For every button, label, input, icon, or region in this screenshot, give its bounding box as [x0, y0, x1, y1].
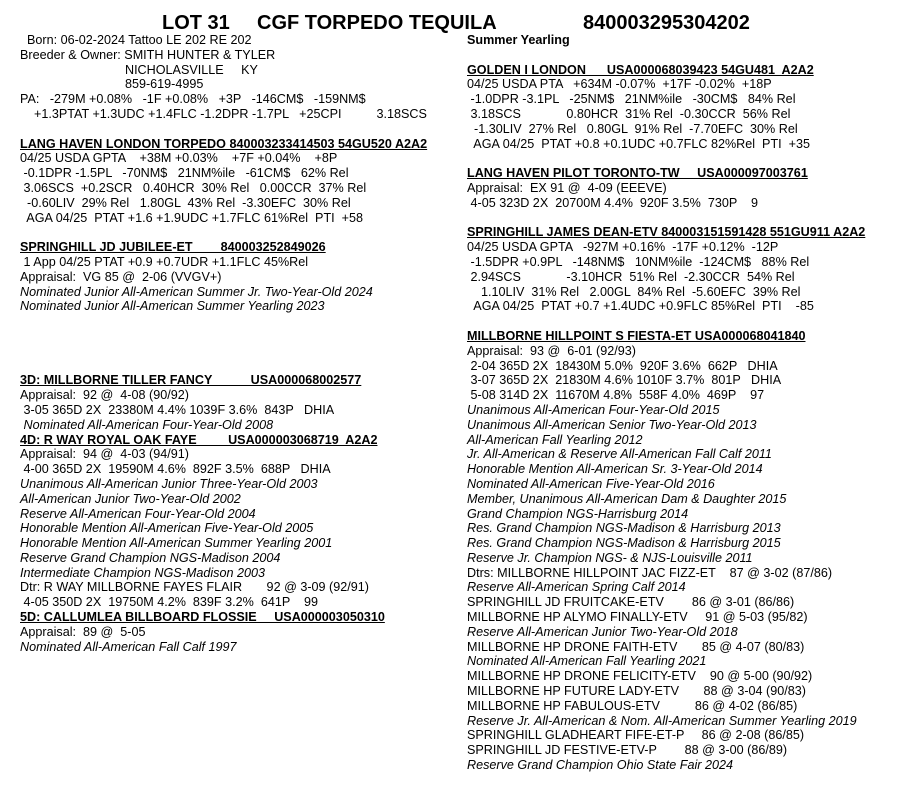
pedigree-heading: SPRINGHILL JD JUBILEE-ET 840003252849026	[20, 240, 326, 255]
pedigree-line: Member, Unanimous All-American Dam & Daughter 2015	[467, 491, 787, 506]
pedigree-line: Reserve Jr. Champion NGS- & NJS-Louisville 2011	[467, 550, 753, 565]
pedigree-line: 1.10LIV 31% Rel 2.00GL 84% Rel -5.60EFC 39% Rel	[467, 284, 801, 299]
pedigree-heading: LANG HAVEN PILOT TORONTO-TW USA000097003761	[467, 166, 808, 181]
pedigree-line: Nominated All-American Four-Year-Old 2008	[20, 417, 274, 432]
pedigree-line: -0.1DPR -1.5PL -70NM$ 21NM%ile -61CM$ 62% Rel	[20, 166, 349, 181]
pedigree-line: Appraisal: EX 91 @ 4-09 (EEEVE)	[467, 180, 667, 195]
pedigree-line: SPRINGHILL JD FRUITCAKE-ETV 86 @ 3-01 (86/86)	[467, 595, 795, 610]
pedigree-line: Reserve All-American Four-Year-Old 2004	[20, 506, 256, 521]
pedigree-left-column	[20, 33, 460, 654]
pedigree-line: Nominated All-American Five-Year-Old 2016	[467, 476, 715, 491]
pedigree-line: 4-00 365D 2X 19590M 4.6% 892F 3.5% 688P DHIA	[20, 462, 331, 477]
pedigree-heading: GOLDEN I LONDON USA000068039423 54GU481 A2A2	[467, 62, 814, 77]
pedigree-heading: LANG HAVEN LONDON TORPEDO 840003233414503 54GU520 A2A2	[20, 136, 428, 151]
pedigree-line: Appraisal: VG 85 @ 2-06 (VVGV+)	[20, 269, 222, 284]
animal-name: CGF TORPEDO TEQUILA	[257, 12, 497, 34]
pedigree-heading: MILLBORNE HILLPOINT S FIESTA-ET USA000068041840	[467, 328, 806, 343]
spacer	[467, 211, 897, 226]
pedigree-line: Born: 06-02-2024 Tattoo LE 202 RE 202	[20, 33, 252, 47]
pedigree-line: Breeder & Owner: SMITH HUNTER & TYLER	[20, 47, 276, 62]
pedigree-line: All-American Junior Two-Year-Old 2002	[20, 491, 241, 506]
pedigree-line: AGA 04/25 PTAT +0.7 +1.4UDC +0.9FLC 85%Rel PTI -85	[467, 299, 814, 314]
pedigree-line: 04/25 USDA GPTA +38M +0.03% +7F +0.04% +8P	[20, 151, 338, 166]
pedigree-line: 5-08 314D 2X 11670M 4.8% 558F 4.0% 469P 97	[467, 388, 765, 403]
pedigree-line: AGA 04/25 PTAT +0.8 +0.1UDC +0.7FLC 82%Rel PTI +35	[467, 136, 811, 151]
pedigree-heading: SPRINGHILL JAMES DEAN-ETV 840003151591428 551GU911 A2A2	[467, 225, 866, 240]
pedigree-heading: 5D: CALLUMLEA BILLBOARD FLOSSIE USA000003050310	[20, 610, 385, 625]
pedigree-line: AGA 04/25 PTAT +1.6 +1.9UDC +1.7FLC 61%Rel PTI +58	[20, 210, 364, 225]
pedigree-line: Nominated Junior All-American Summer Jr. Two-Year-Old 2024	[20, 284, 373, 299]
pedigree-line: PA: -279M +0.08% -1F +0.08% +3P -146CM$ -159NM$	[20, 92, 366, 107]
pedigree-line: Summer Yearling	[467, 33, 570, 47]
pedigree-line: Honorable Mention All-American Summer Yearling 2001	[20, 536, 333, 551]
pedigree-line: MILLBORNE HP DRONE FAITH-ETV 85 @ 4-07 (80/83)	[467, 639, 805, 654]
pedigree-line: SPRINGHILL JD FESTIVE-ETV-P 88 @ 3-00 (86/89)	[467, 743, 788, 758]
pedigree-line: 04/25 USDA PTA +634M -0.07% +17F -0.02% +18P	[467, 77, 772, 92]
pedigree-line: Jr. All-American & Reserve All-American Fall Calf 2011	[467, 447, 772, 462]
pedigree-line: 4-05 350D 2X 19750M 4.2% 839F 3.2% 641P 99	[20, 595, 319, 610]
pedigree-line: Unanimous All-American Junior Three-Year-Old 2003	[20, 476, 318, 491]
animal-id: 840003295304202	[583, 12, 750, 34]
pedigree-line: +1.3PTAT +1.3UDC +1.4FLC -1.2DPR -1.7PL +25CPI 3.18SCS	[20, 106, 427, 121]
pedigree-line: Dtrs: MILLBORNE HILLPOINT JAC FIZZ-ET 87 @ 3-02 (87/86)	[467, 565, 833, 580]
pedigree-line: 04/25 USDA GPTA -927M +0.16% -17F +0.12% -12P	[467, 240, 779, 255]
pedigree-line: -1.5DPR +0.9PL -148NM$ 10NM%ile -124CM$ 88% Rel	[467, 254, 810, 269]
pedigree-line: Dtr: R WAY MILLBORNE FAYES FLAIR 92 @ 3-09 (92/91)	[20, 580, 369, 595]
spacer	[467, 48, 897, 63]
pedigree-line: 3-05 365D 2X 23380M 4.4% 1039F 3.6% 843P DHIA	[20, 402, 335, 417]
pedigree-right-column	[467, 33, 897, 773]
pedigree-line: Reserve Grand Champion Ohio State Fair 2024	[467, 758, 734, 773]
pedigree-line: Nominated All-American Fall Calf 1997	[20, 639, 237, 654]
lot-number: LOT 31	[162, 12, 230, 34]
pedigree-line: MILLBORNE HP DRONE FELICITY-ETV 90 @ 5-00 (90/92)	[467, 669, 813, 684]
catalog-title	[0, 11, 902, 35]
pedigree-line: Appraisal: 93 @ 6-01 (92/93)	[467, 343, 636, 358]
pedigree-line: -0.60LIV 29% Rel 1.80GL 43% Rel -3.30EFC 30% Rel	[20, 195, 351, 210]
spacer	[20, 329, 460, 344]
pedigree-line: Nominated Junior All-American Summer Yearling 2023	[20, 299, 325, 314]
pedigree-line: Grand Champion NGS-Harrisburg 2014	[467, 506, 689, 521]
pedigree-line: Reserve All-American Spring Calf 2014	[467, 580, 686, 595]
pedigree-line: MILLBORNE HP FABULOUS-ETV 86 @ 4-02 (86/85)	[467, 698, 798, 713]
pedigree-line: Appraisal: 94 @ 4-03 (94/91)	[20, 447, 189, 462]
pedigree-line: All-American Fall Yearling 2012	[467, 432, 643, 447]
pedigree-line: 2.94SCS -3.10HCR 51% Rel -2.30CCR 54% Rel	[467, 269, 795, 284]
pedigree-line: MILLBORNE HP FUTURE LADY-ETV 88 @ 3-04 (90/83)	[467, 684, 806, 699]
spacer	[20, 344, 460, 359]
pedigree-line: Nominated All-American Fall Yearling 2021	[467, 654, 707, 669]
pedigree-line: Reserve Grand Champion NGS-Madison 2004	[20, 550, 281, 565]
spacer	[20, 359, 460, 374]
spacer	[467, 151, 897, 166]
pedigree-line: Unanimous All-American Four-Year-Old 2015	[467, 402, 720, 417]
pedigree-line: Honorable Mention All-American Five-Year-Old 2005	[20, 521, 314, 536]
pedigree-line: Res. Grand Champion NGS-Madison & Harrisburg 2015	[467, 536, 781, 551]
spacer	[467, 314, 897, 329]
pedigree-line: Intermediate Champion NGS-Madison 2003	[20, 565, 266, 580]
pedigree-line: 3-07 365D 2X 21830M 4.6% 1010F 3.7% 801P DHIA	[467, 373, 782, 388]
spacer	[20, 225, 460, 240]
pedigree-line: Unanimous All-American Senior Two-Year-Old 2013	[467, 417, 757, 432]
pedigree-line: MILLBORNE HP ALYMO FINALLY-ETV 91 @ 5-03 (95/82)	[467, 610, 808, 625]
pedigree-line: 4-05 323D 2X 20700M 4.4% 920F 3.5% 730P 9	[467, 195, 759, 210]
pedigree-line: 3.06SCS +0.2SCR 0.40HCR 30% Rel 0.00CCR 37% Rel	[20, 180, 367, 195]
pedigree-heading: 4D: R WAY ROYAL OAK FAYE USA000003068719 A2A2	[20, 432, 378, 447]
pedigree-line: SPRINGHILL GLADHEART FIFE-ET-P 86 @ 2-08 (86/85)	[467, 728, 805, 743]
pedigree-line: Appraisal: 92 @ 4-08 (90/92)	[20, 388, 189, 403]
pedigree-line: Honorable Mention All-American Sr. 3-Year-Old 2014	[467, 462, 763, 477]
spacer	[20, 314, 460, 329]
pedigree-line: 1 App 04/25 PTAT +0.9 +0.7UDR +1.1FLC 45%Rel	[20, 254, 309, 269]
pedigree-line: Reserve Jr. All-American & Nom. All-American Summer Yearling 2019	[467, 713, 857, 728]
pedigree-line: -1.0DPR -3.1PL -25NM$ 21NM%ile -30CM$ 84% Rel	[467, 92, 796, 107]
pedigree-line: 3.18SCS 0.80HCR 31% Rel -0.30CCR 56% Rel	[467, 106, 791, 121]
spacer	[20, 122, 460, 137]
pedigree-line: 2-04 365D 2X 18430M 5.0% 920F 3.6% 662P DHIA	[467, 358, 778, 373]
pedigree-line: NICHOLASVILLE KY	[20, 62, 258, 77]
pedigree-line: Appraisal: 89 @ 5-05	[20, 624, 146, 639]
pedigree-line: -1.30LIV 27% Rel 0.80GL 91% Rel -7.70EFC 30% Rel	[467, 121, 798, 136]
pedigree-line: Res. Grand Champion NGS-Madison & Harrisburg 2013	[467, 521, 781, 536]
pedigree-heading: 3D: MILLBORNE TILLER FANCY USA000068002577	[20, 373, 362, 388]
pedigree-line: Reserve All-American Junior Two-Year-Old 2018	[467, 624, 738, 639]
pedigree-line: 859-619-4995	[20, 77, 204, 92]
